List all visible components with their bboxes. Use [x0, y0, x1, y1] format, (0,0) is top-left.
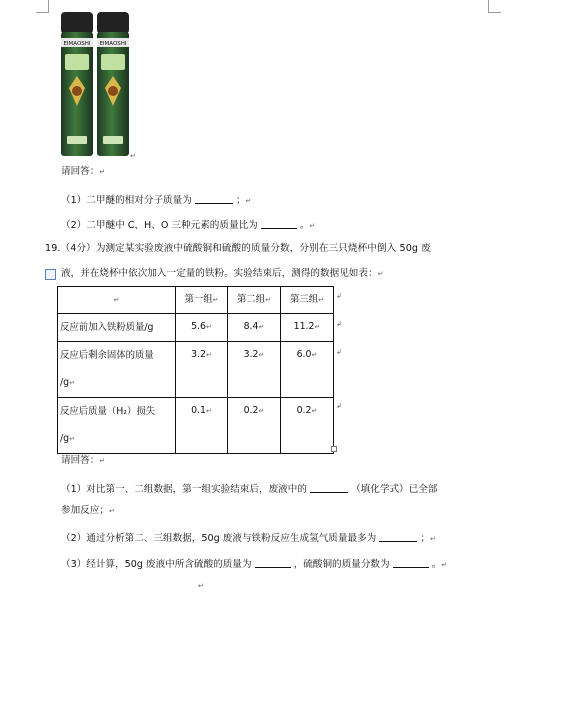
- table-cell: 3.2↵: [228, 342, 281, 398]
- crop-mark-top-left: [36, 0, 49, 13]
- spray-product-label: [95, 61, 96, 63]
- q19-prompt: 请回答：↵: [61, 455, 106, 466]
- table-move-handle-icon[interactable]: [45, 269, 56, 280]
- answer-blank[interactable]: [393, 557, 429, 568]
- table-cell: 11.2↵: [281, 314, 334, 342]
- table-cell: 5.6↵: [176, 314, 228, 342]
- q18-sub1: （1）二甲醚的相对分子质量为 ；↵: [61, 195, 252, 206]
- q18-prompt: 请回答：↵: [61, 166, 106, 177]
- row-end-mark: ↲: [336, 402, 342, 410]
- insecticide-spray-photo: [58, 10, 132, 160]
- experiment-data-table: [57, 286, 334, 454]
- svg-text:EIMAOSHI: EIMAOSHI: [99, 41, 127, 47]
- q19-sub3: （3）经计算，50g 废液中所含硫酸的质量为 ，硫酸铜的质量分数为 。↵: [61, 559, 448, 570]
- answer-blank[interactable]: [379, 531, 417, 542]
- table-cell: 6.0↵: [281, 342, 334, 398]
- row-label-cell: 反应前加入铁粉质量/g: [58, 314, 176, 342]
- q19-intro-line1: 19.（4分）为测定某实验废液中硫酸铜和硫酸的质量分数，分别在三只烧杯中倒入 50g 废: [45, 243, 431, 254]
- crop-mark-top-right: [488, 0, 501, 13]
- spray-can-right: [97, 12, 129, 156]
- q19-sub2: （2）通过分析第二、三组数据，50g 废液与铁粉反应生成氢气质量最多为 ；↵: [61, 533, 436, 544]
- table-cell: 8.4↵: [228, 314, 281, 342]
- row-end-mark: ↲: [336, 348, 342, 356]
- paragraph-mark: ↵: [130, 152, 136, 160]
- table-row: [58, 398, 334, 454]
- table-header-cell: 第一组↵: [176, 287, 228, 314]
- q19-sub1-line1: （1）对比第一、二组数据，第一组实验结束后，废液中的 （填化学式）已全部: [61, 484, 438, 495]
- table-cell: 0.2↵: [228, 398, 281, 454]
- answer-blank[interactable]: [261, 218, 297, 229]
- row-label-cell: 反应后剩余固体的质量 /g↵: [58, 342, 176, 398]
- answer-blank[interactable]: [310, 482, 348, 493]
- table-cell: 3.2↵: [176, 342, 228, 398]
- svg-text:EIMAOSHI: EIMAOSHI: [63, 41, 91, 47]
- table-header-cell: 第二组↵: [228, 287, 281, 314]
- answer-blank[interactable]: [255, 557, 291, 568]
- paragraph-mark: ↵: [198, 582, 204, 590]
- table-corner-cell: ↵: [58, 287, 176, 314]
- answer-blank[interactable]: [195, 193, 233, 204]
- q19-sub1-line2: 参加反应；↵: [61, 505, 115, 516]
- table-header-row: [58, 287, 334, 314]
- table-row: [58, 314, 334, 342]
- spray-can-left: [61, 12, 93, 156]
- table-cell: 0.1↵: [176, 398, 228, 454]
- row-end-mark: ↲: [336, 292, 342, 300]
- table-resize-handle[interactable]: [331, 446, 337, 452]
- row-label-cell: 反应后质量（H₂）损失 /g↵: [58, 398, 176, 454]
- q19-intro-line2: 液，并在烧杯中依次加入一定量的铁粉。实验结束后，测得的数据见如表：↵: [61, 268, 384, 279]
- table-header-cell: 第三组↵: [281, 287, 334, 314]
- q18-sub2: （2）二甲醚中 C、H、O 三种元素的质量比为 。↵: [61, 220, 316, 231]
- table-row: [58, 342, 334, 398]
- table-cell: 0.2↵: [281, 398, 334, 454]
- row-end-mark: ↲: [336, 320, 342, 328]
